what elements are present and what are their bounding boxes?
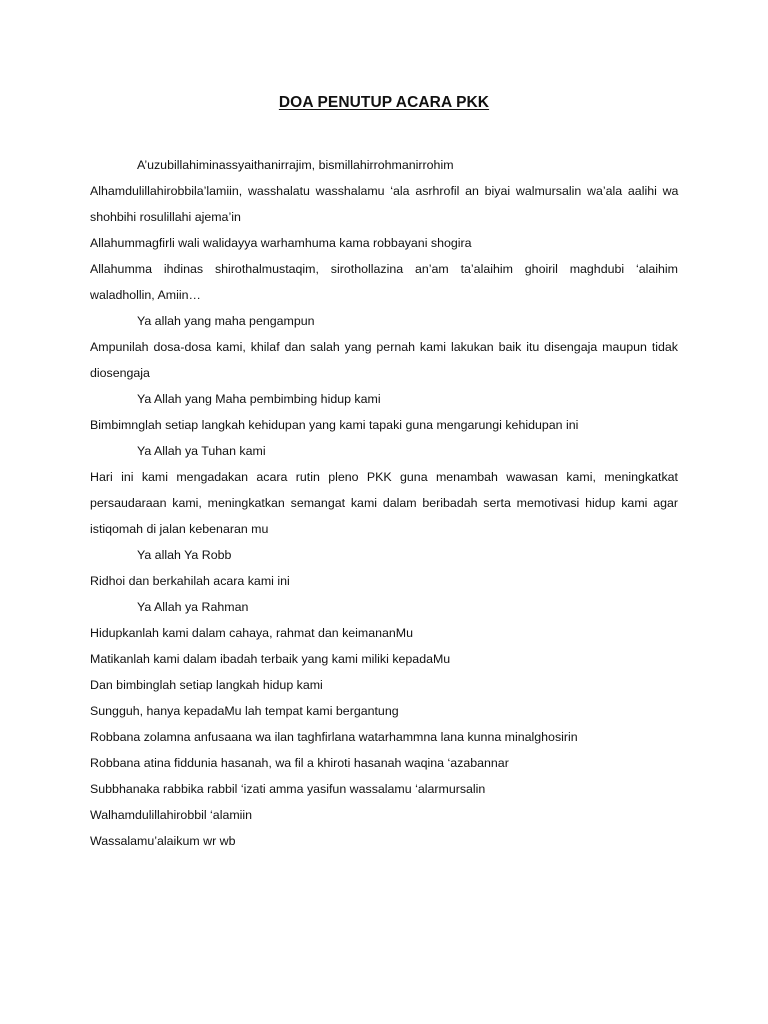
prayer-line: Dan bimbinglah setiap langkah hidup kami bbox=[90, 678, 323, 692]
document-body bbox=[90, 152, 678, 854]
prayer-line: Ya allah yang maha pengampun bbox=[137, 314, 315, 328]
prayer-line: persaudaraan kami, meningkatkan semangat kami dalam beribadah serta memotivasi hidup kami agar bbox=[90, 496, 678, 510]
prayer-line: Ya allah Ya Robb bbox=[137, 548, 232, 562]
prayer-line: Matikanlah kami dalam ibadah terbaik yang kami miliki kepadaMu bbox=[90, 652, 451, 666]
prayer-line: Hidupkanlah kami dalam cahaya, rahmat dan keimananMu bbox=[90, 626, 414, 640]
prayer-line: Ya Allah ya Tuhan kami bbox=[137, 444, 266, 458]
prayer-line: Bimbimnglah setiap langkah kehidupan yang kami tapaki guna mengarungi kehidupan ini bbox=[90, 418, 579, 432]
document-title: DOA PENUTUP ACARA PKK bbox=[278, 94, 490, 111]
prayer-line: Alhamdulillahirobbila’lamiin, wasshalatu wasshalamu ‘ala asrhrofil an biyai walmursalin wa’ala aalihi wa bbox=[90, 184, 679, 198]
prayer-line: Ampunilah dosa-dosa kami, khilaf dan salah yang pernah kami lakukan baik itu disengaja maupun tidak bbox=[90, 340, 678, 354]
prayer-line: shohbihi rosulillahi ajema’in bbox=[90, 210, 241, 224]
prayer-line: A’uzubillahiminassyaithanirrajim, bismillahirrohmanirrohim bbox=[137, 158, 454, 172]
prayer-line: Ya Allah ya Rahman bbox=[137, 600, 249, 614]
prayer-line: Ya Allah yang Maha pembimbing hidup kami bbox=[137, 392, 381, 406]
prayer-line: Robbana zolamna anfusaana wa ilan taghfirlana watarhammna lana kunna minalghosirin bbox=[90, 730, 578, 744]
prayer-line: Sungguh, hanya kepadaMu lah tempat kami bergantung bbox=[90, 704, 399, 718]
prayer-line: Ridhoi dan berkahilah acara kami ini bbox=[90, 574, 290, 588]
prayer-line: Allahumma ihdinas shirothalmustaqim, sirothollazina an’am ta’alaihim ghoiril maghdubi ‘alaihim bbox=[90, 262, 678, 276]
prayer-line: Wassalamu’alaikum wr wb bbox=[90, 834, 236, 848]
prayer-line: Allahummagfirli wali walidayya warhamhuma kama robbayani shogira bbox=[90, 236, 472, 250]
prayer-line: diosengaja bbox=[90, 366, 150, 380]
prayer-line: waladhollin, Amiin… bbox=[90, 288, 201, 302]
prayer-line: Robbana atina fiddunia hasanah, wa fil a khiroti hasanah waqina ‘azabannar bbox=[90, 756, 509, 770]
prayer-line: Hari ini kami mengadakan acara rutin pleno PKK guna menambah wawasan kami, meningkatkat bbox=[90, 470, 678, 484]
prayer-line: istiqomah di jalan kebenaran mu bbox=[90, 522, 269, 536]
prayer-line: Walhamdulillahirobbil ‘alamiin bbox=[90, 808, 253, 822]
prayer-line: Subbhanaka rabbika rabbil ‘izati amma yasifun wassalamu ‘alarmursalin bbox=[90, 782, 486, 796]
